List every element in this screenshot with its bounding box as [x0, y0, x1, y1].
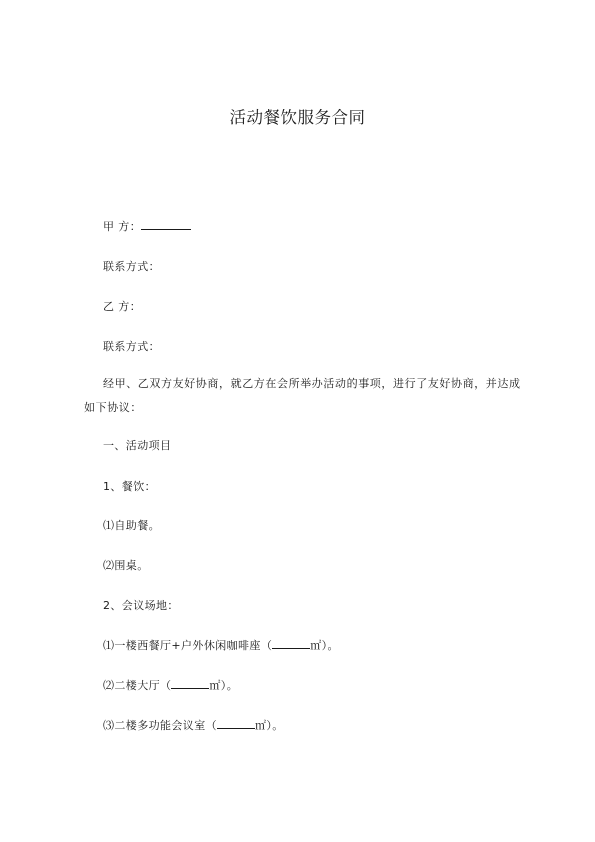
venue-line-1 — [103, 637, 339, 653]
venue-2-area-blank — [171, 677, 209, 689]
venue-3-area-blank — [217, 717, 255, 729]
document-title: 活动餐饮服务合同 — [229, 108, 366, 127]
item-1-catering: 1、餐饮： — [103, 480, 156, 493]
venue-line-2 — [103, 677, 238, 693]
party-a-blank — [141, 218, 191, 230]
venue-1-text: ⑴一楼西餐厅+户外休闲咖啡座（ — [103, 639, 273, 652]
venue-1-area-blank — [272, 637, 310, 649]
venue-2-unit: ㎡）。 — [209, 679, 239, 692]
catering-option-table: ⑵围桌。 — [103, 559, 149, 572]
venue-3-text: ⑶二楼多功能会议室（ — [103, 719, 217, 732]
preamble-paragraph: 经甲、乙双方友好协商，就乙方在会所举办活动的事项，进行了友好协商，并达成如下协议： — [84, 377, 521, 414]
party-a-label: 甲 方： — [103, 220, 142, 233]
section-1-heading: 一、活动项目 — [103, 439, 172, 452]
venue-2-text: ⑵二楼大厅（ — [103, 679, 172, 692]
venue-1-unit: ㎡）。 — [310, 639, 339, 652]
contact-b-label: 联系方式： — [103, 340, 160, 353]
item-2-venue: 2、会议场地： — [103, 599, 179, 612]
venue-3-unit: ㎡）。 — [255, 719, 284, 732]
venue-line-3 — [103, 717, 284, 733]
party-a-line — [103, 218, 191, 234]
party-b-label: 乙 方： — [103, 300, 142, 313]
contact-a-label: 联系方式： — [103, 260, 160, 273]
catering-option-buffet: ⑴自助餐。 — [103, 519, 160, 532]
